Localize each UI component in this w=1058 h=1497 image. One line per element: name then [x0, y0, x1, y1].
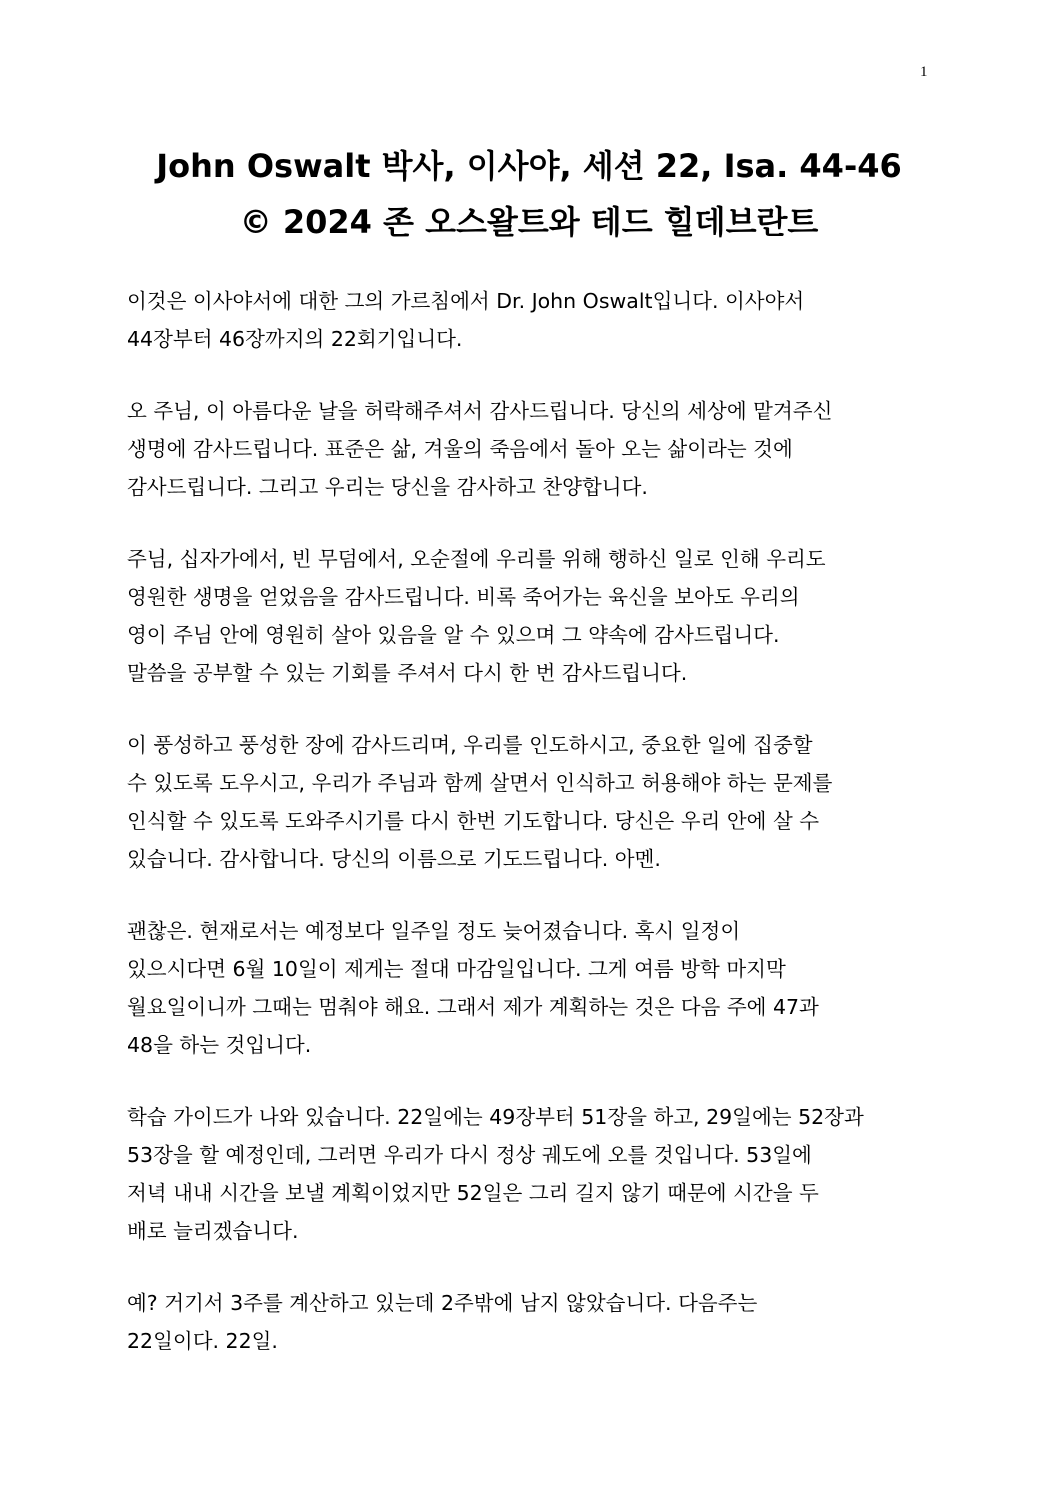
- paragraph-schedule: [127, 912, 939, 1064]
- text-line: 말씀을 공부할 수 있는 기회를 주셔서 다시 한 번 감사드립니다.: [127, 661, 688, 685]
- text-line: 학습 가이드가 나와 있습니다. 22일에는 49장부터 51장을 하고, 29일에는 52장과: [127, 1105, 864, 1129]
- paragraph-prayer-2: [127, 540, 939, 692]
- document-title: [0, 138, 1058, 250]
- document-body: [127, 282, 939, 1394]
- page-number: 1: [920, 64, 928, 80]
- text-line: 인식할 수 있도록 도와주시기를 다시 한번 기도합니다. 당신은 우리 안에 살 수: [127, 809, 820, 833]
- text-line: 오 주님, 이 아름다운 날을 허락해주셔서 감사드립니다. 당신의 세상에 맡겨주신: [127, 399, 833, 423]
- paragraph-prayer-1: [127, 392, 939, 506]
- text-line: 있으시다면 6월 10일이 제게는 절대 마감일입니다. 그게 여름 방학 마지막: [127, 957, 786, 981]
- text-line: 영원한 생명을 얻었음을 감사드립니다. 비록 죽어가는 육신을 보아도 우리의: [127, 585, 800, 609]
- text-line: 53장을 할 예정인데, 그러면 우리가 다시 정상 궤도에 오를 것입니다. 53일에: [127, 1143, 812, 1167]
- paragraph-intro: [127, 282, 939, 358]
- text-line: 48을 하는 것입니다.: [127, 1033, 312, 1057]
- title-line-2: © 2024 존 오스왈트와 테드 힐데브란트: [239, 203, 819, 241]
- text-line: 이 풍성하고 풍성한 장에 감사드리며, 우리를 인도하시고, 중요한 일에 집중할: [127, 733, 813, 757]
- paragraph-study-guide: [127, 1098, 939, 1250]
- text-line: 저녁 내내 시간을 보낼 계획이었지만 52일은 그리 길지 않기 때문에 시간을 두: [127, 1181, 819, 1205]
- text-line: 괜찮은. 현재로서는 예정보다 일주일 정도 늦어졌습니다. 혹시 일정이: [127, 919, 741, 943]
- text-line: 예? 거기서 3주를 계산하고 있는데 2주밖에 남지 않았습니다. 다음주는: [127, 1291, 758, 1315]
- text-line: 있습니다. 감사합니다. 당신의 이름으로 기도드립니다. 아멘.: [127, 847, 661, 871]
- text-line: 월요일이니까 그때는 멈춰야 해요. 그래서 제가 계획하는 것은 다음 주에 47과: [127, 995, 819, 1019]
- text-line: 영이 주님 안에 영원히 살아 있음을 알 수 있으며 그 약속에 감사드립니다.: [127, 623, 780, 647]
- text-line: 44장부터 46장까지의 22회기입니다.: [127, 327, 463, 351]
- text-line: 이것은 이사야서에 대한 그의 가르침에서 Dr. John Oswalt입니다. 이사야서: [127, 289, 805, 313]
- text-line: 수 있도록 도우시고, 우리가 주님과 함께 살면서 인식하고 허용해야 하는 문제를: [127, 771, 833, 795]
- paragraph-prayer-3: [127, 726, 939, 878]
- text-line: 감사드립니다. 그리고 우리는 당신을 감사하고 찬양합니다.: [127, 475, 648, 499]
- title-line-1: John Oswalt 박사, 이사야, 세션 22, Isa. 44-46: [156, 147, 902, 185]
- text-line: 22일이다. 22일.: [127, 1329, 278, 1353]
- paragraph-question: [127, 1284, 939, 1360]
- text-line: 생명에 감사드립니다. 표준은 삶, 겨울의 죽음에서 돌아 오는 삶이라는 것에: [127, 437, 793, 461]
- text-line: 배로 늘리겠습니다.: [127, 1219, 299, 1243]
- text-line: 주님, 십자가에서, 빈 무덤에서, 오순절에 우리를 위해 행하신 일로 인해 우리도: [127, 547, 826, 571]
